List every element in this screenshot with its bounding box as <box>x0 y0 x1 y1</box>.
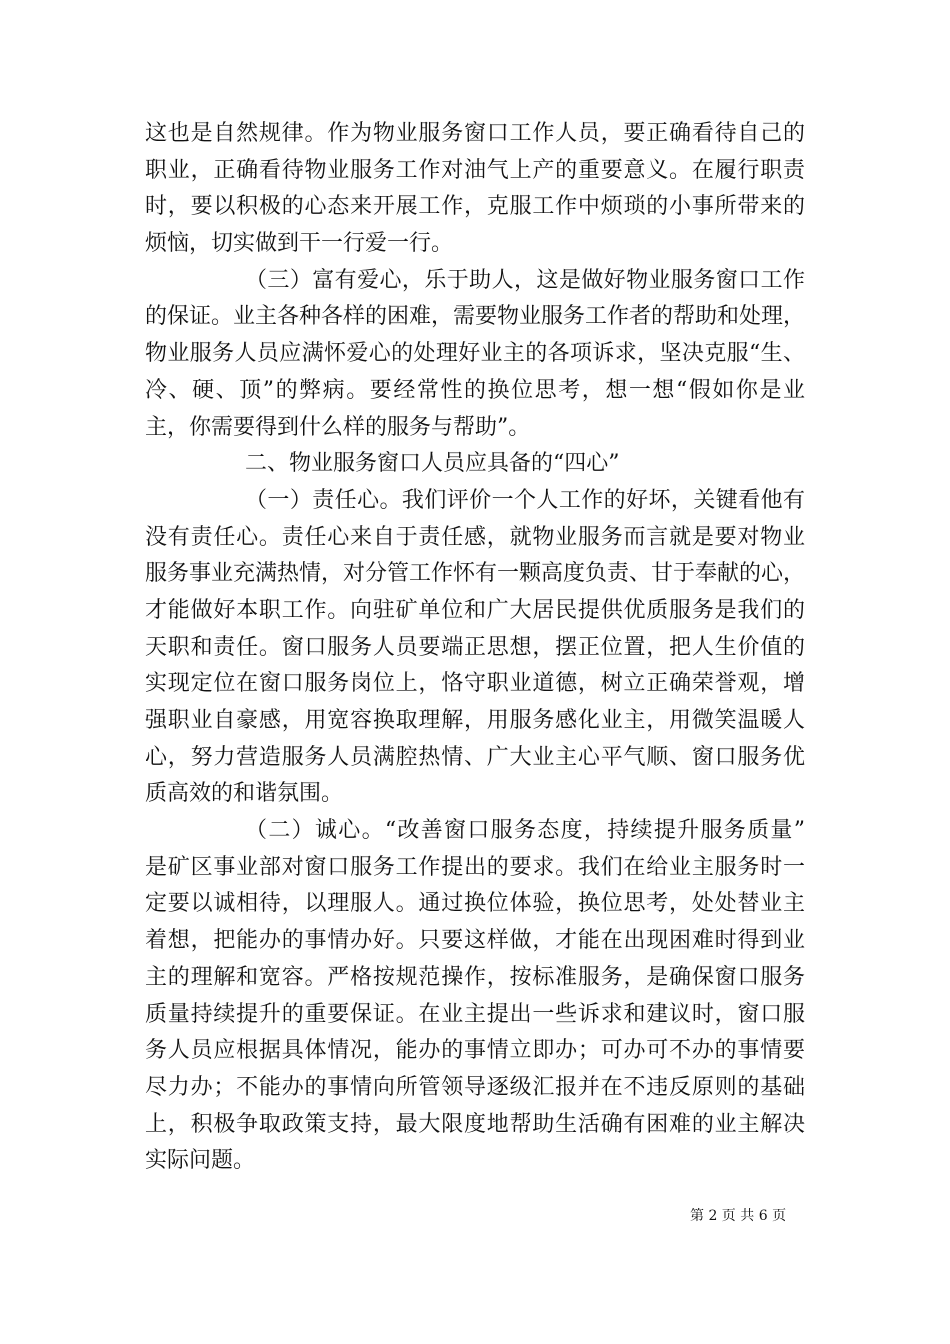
text-line: 质量持续提升的重要保证。在业主提出一些诉求和建议时，窗口服 <box>145 1001 805 1027</box>
text-line: 务人员应根据具体情况，能办的事情立即办；可办可不办的事情要 <box>145 1038 805 1064</box>
text-line: 着想，把能办的事情办好。只要这样做，才能在出现困难时得到业 <box>145 928 805 954</box>
text-line: 尽力办；不能办的事情向所管领导逐级汇报并在不违反原则的基础 <box>145 1074 805 1100</box>
text-line: 心，努力营造服务人员满腔热情、广大业主心平气顺、窗口服务优 <box>145 744 805 770</box>
section-heading-3: （三）富有爱心，乐于助人，这是做好物业服务窗口工作 <box>245 267 805 293</box>
text-line: 实际问题。 <box>145 1148 256 1174</box>
section-heading-2: （二）诚心。“改善窗口服务态度，持续提升服务质量” <box>245 818 805 844</box>
text-line: 上，积极争取政策支持，最大限度地帮助生活确有困难的业主解决 <box>145 1111 805 1137</box>
text-line: 质高效的和谐氛围。 <box>145 781 344 807</box>
chapter-heading-2: 二、物业服务窗口人员应具备的“四心” <box>245 451 620 477</box>
text-line: 物业服务人员应满怀爱心的处理好业主的各项诉求，坚决克服“生、 <box>145 341 805 367</box>
text-line: 服务事业充满热情，对分管工作怀有一颗高度负责、甘于奉献的心， <box>145 561 806 587</box>
text-line: 冷、硬、顶”的弊病。要经常性的换位思考，想一想“假如你是业 <box>145 377 805 403</box>
text-line: 才能做好本职工作。向驻矿单位和广大居民提供优质服务是我们的 <box>145 597 805 623</box>
page-number: 第 2 页 共 6 页 <box>690 1208 787 1224</box>
text-line: 没有责任心。责任心来自于责任感，就物业服务而言就是要对物业 <box>145 524 805 550</box>
document-body <box>145 116 805 1180</box>
text-line: 定要以诚相待，以理服人。通过换位体验，换位思考，处处替业主 <box>145 891 805 917</box>
text-line: 时，要以积极的心态来开展工作，克服工作中烦琐的小事所带来的 <box>145 194 805 220</box>
text-line: 实现定位在窗口服务岗位上，恪守职业道德，树立正确荣誉观，增 <box>145 671 805 697</box>
section-heading-1: （一）责任心。我们评价一个人工作的好坏，关键看他有 <box>245 487 805 513</box>
text-line: 烦恼，切实做到干一行爱一行。 <box>145 231 454 257</box>
text-line: 主，你需要得到什么样的服务与帮助”。 <box>145 414 531 440</box>
text-line: 是矿区事业部对窗口服务工作提出的要求。我们在给业主服务时一 <box>145 854 805 880</box>
text-line: 职业，正确看待物业服务工作对油气上产的重要意义。在履行职责 <box>145 157 805 183</box>
text-line: 的保证。业主各种各样的困难，需要物业服务工作者的帮助和处理， <box>145 304 806 330</box>
text-line: 强职业自豪感，用宽容换取理解，用服务感化业主，用微笑温暖人 <box>145 708 805 733</box>
text-line: 这也是自然规律。作为物业服务窗口工作人员，要正确看待自己的 <box>145 121 805 146</box>
text-line: 主的理解和宽容。严格按规范操作，按标准服务，是确保窗口服务 <box>145 964 805 990</box>
text-line: 天职和责任。窗口服务人员要端正思想，摆正位置，把人生价值的 <box>145 634 805 660</box>
